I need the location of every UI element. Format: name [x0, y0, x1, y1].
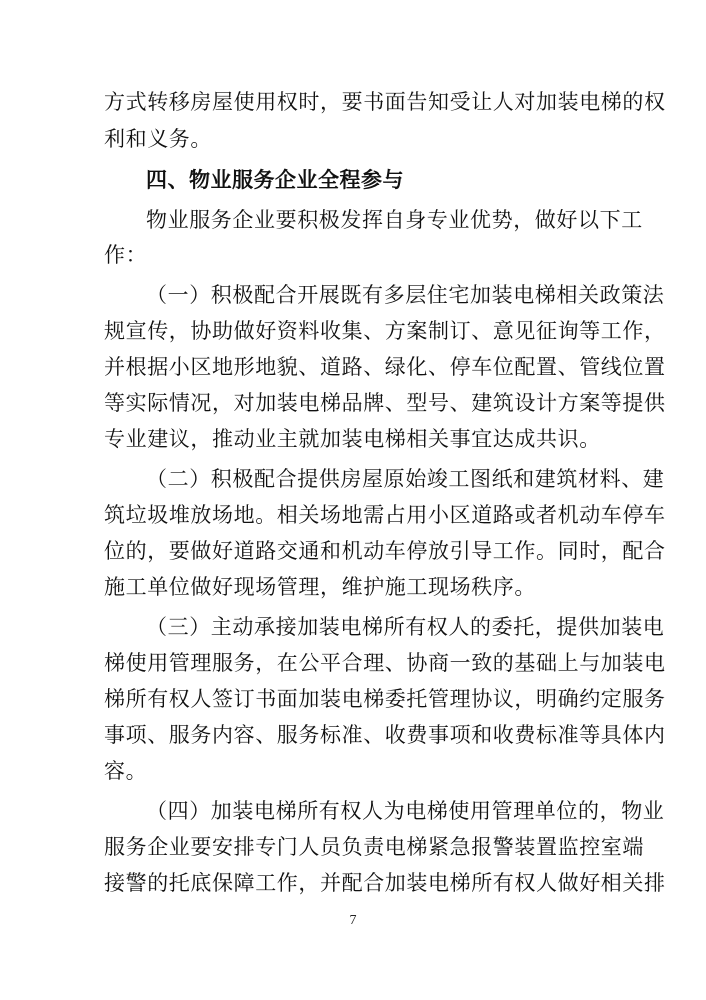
paragraph-line: 等实际情况，对加装电梯品牌、型号、建筑设计方案等提供	[104, 391, 666, 415]
paragraph-line: （四）加装电梯所有权人为电梯使用管理单位的，物业	[146, 799, 665, 823]
paragraph-line: 规宣传，协助做好资料收集、方案制订、意见征询等工作，	[104, 319, 666, 343]
paragraph-line: （三）主动承接加装电梯所有权人的委托，提供加装电	[146, 615, 665, 639]
paragraph-line: （二）积极配合提供房屋原始竣工图纸和建筑材料、建	[146, 467, 665, 491]
paragraph-line: 位的，要做好道路交通和机动车停放引导工作。同时，配合	[104, 539, 666, 563]
section-heading: 四、物业服务企业全程参与	[146, 168, 404, 192]
paragraph-line: 作：	[104, 243, 148, 267]
paragraph-line: 专业建议，推动业主就加装电梯相关事宜达成共识。	[104, 427, 601, 451]
paragraph-line: 梯所有权人签订书面加装电梯委托管理协议，明确约定服务	[104, 687, 666, 711]
paragraph-line: 筑垃圾堆放场地。相关场地需占用小区道路或者机动车停车	[104, 503, 666, 527]
paragraph-line: 梯使用管理服务，在公平合理、协商一致的基础上与加装电	[104, 651, 666, 675]
paragraph-line: （一）积极配合开展既有多层住宅加装电梯相关政策法	[146, 283, 665, 307]
paragraph-line: 服务企业要安排专门人员负责电梯紧急报警装置监控室端	[104, 835, 644, 859]
paragraph-line: 方式转移房屋使用权时，要书面告知受让人对加装电梯的权	[104, 90, 666, 114]
paragraph-line: 并根据小区地形地貌、道路、绿化、停车位配置、管线位置	[104, 355, 666, 379]
paragraph-line: 物业服务企业要积极发挥自身专业优势，做好以下工	[146, 208, 643, 232]
paragraph-line: 接警的托底保障工作，并配合加装电梯所有权人做好相关排	[104, 871, 666, 895]
page-number: 7	[349, 913, 357, 928]
paragraph-line: 利和义务。	[104, 127, 212, 151]
paragraph-line: 事项、服务内容、服务标准、收费事项和收费标准等具体内	[104, 723, 666, 747]
paragraph-line: 容。	[104, 759, 148, 783]
paragraph-line: 施工单位做好现场管理，维护施工现场秩序。	[104, 575, 536, 599]
